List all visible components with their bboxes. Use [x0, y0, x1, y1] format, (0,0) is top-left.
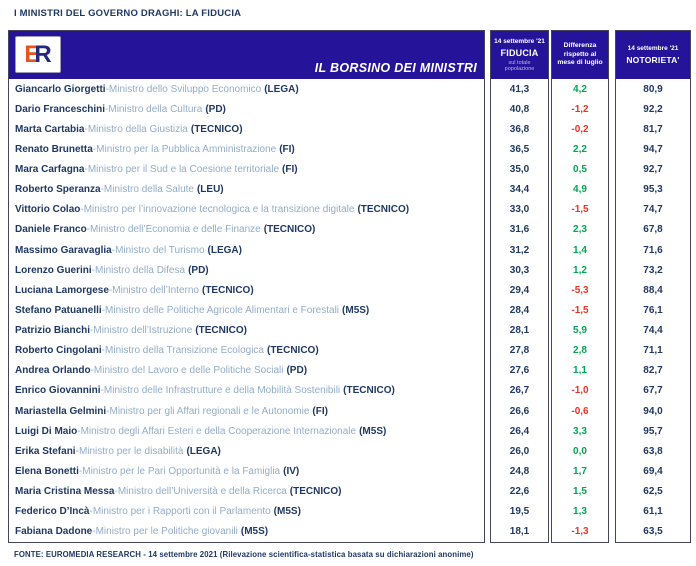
fiducia-value: 27,6	[509, 365, 530, 377]
minister-row	[9, 522, 484, 542]
minister-party: (PD)	[286, 365, 308, 377]
notorieta-value: 94,0	[643, 405, 663, 417]
minister-role: Ministro del Lavoro e delle Politiche Sociali	[93, 365, 284, 377]
fiducia-value: 30,3	[509, 264, 530, 276]
notorieta-value: 95,3	[643, 184, 663, 196]
minister-party: (IV)	[283, 465, 300, 477]
notorieta-label: NOTORIETA'	[626, 55, 680, 65]
notorieta-value: 88,4	[643, 284, 663, 296]
differenza-value: 2,8	[573, 345, 587, 357]
minister-role: Ministro delle Infrastrutture e della Mobilità Sostenibili	[103, 385, 341, 397]
minister-row	[9, 321, 484, 341]
minister-role: Ministro dell’Istruzione	[93, 325, 193, 337]
minister-party: (LEGA)	[207, 244, 242, 256]
minister-party: (TECNICO)	[195, 325, 247, 337]
differenza-value: 2,2	[573, 143, 587, 155]
minister-role: Ministro per il Sud e la Coesione territoriale	[87, 164, 280, 176]
minister-role: Ministro dello Sviluppo Economico	[108, 83, 262, 95]
minister-role: Ministro del Turismo	[115, 244, 205, 256]
minister-party: (PD)	[205, 103, 226, 115]
minister-row	[9, 79, 484, 99]
notorieta-value: 92,7	[643, 164, 663, 176]
fiducia-value: 33,0	[509, 204, 530, 216]
notorieta-value: 81,7	[643, 123, 663, 135]
banner-title: IL BORSINO DEI MINISTRI	[314, 61, 477, 75]
minister-row	[9, 139, 484, 159]
minister-name: Luciana Lamorgese	[15, 284, 109, 296]
minister-row	[9, 341, 484, 361]
minister-party: (PD)	[188, 264, 209, 276]
separator-dash: -	[90, 365, 94, 377]
minister-name: Stefano Patuanelli	[15, 304, 102, 316]
minister-party: (M5S)	[240, 526, 269, 538]
minister-role: Ministro per l’innovazione tecnologica e la transizione digitale	[83, 204, 355, 216]
minister-party: (LEGA)	[186, 445, 221, 457]
differenza-value: -1,5	[571, 204, 589, 216]
differenza-value: 0,5	[573, 164, 587, 176]
minister-role: Ministro per le Pari Opportunità e la Famiglia	[82, 465, 281, 477]
minister-row	[9, 461, 484, 481]
fiducia-value: 36,8	[509, 123, 530, 135]
minister-party: (TECNICO)	[343, 385, 395, 397]
fiducia-value: 35,0	[509, 164, 530, 176]
logo-letter-e: E	[24, 40, 35, 68]
minister-role: Ministro degli Affari Esteri e della Cooperazione Internazionale	[80, 425, 357, 437]
notorieta-value: 61,1	[643, 506, 663, 518]
minister-row	[9, 502, 484, 522]
separator-dash: -	[100, 184, 104, 196]
differenza-value: 4,2	[573, 83, 587, 95]
differenza-value: 4,9	[573, 184, 587, 196]
differenza-value: 1,2	[573, 264, 587, 276]
differenza-value: -0,6	[571, 405, 589, 417]
minister-party: (TECNICO)	[289, 486, 342, 498]
minister-party: (TECNICO)	[266, 345, 319, 357]
minister-party: (TECNICO)	[263, 224, 316, 236]
notorieta-value: 69,4	[643, 465, 663, 477]
separator-dash: -	[92, 143, 97, 155]
separator-dash: -	[84, 123, 88, 135]
fiducia-value: 36,5	[509, 143, 530, 155]
differenza-value: -0,2	[571, 123, 589, 135]
fiducia-value: 28,1	[509, 325, 530, 337]
minister-role: Ministro dell’Economia e delle Finanze	[90, 224, 261, 236]
notorieta-value: 76,1	[643, 304, 663, 316]
separator-dash: -	[89, 506, 93, 518]
minister-row	[9, 421, 484, 441]
ministers-table	[8, 30, 485, 543]
differenza-value: -5,3	[571, 284, 589, 296]
minister-row	[9, 260, 484, 280]
notorieta-value: 71,1	[643, 345, 663, 357]
notorieta-date: 14 settembre '21	[627, 45, 679, 52]
minister-name: Dario Franceschini	[15, 103, 106, 115]
minister-name: Daniele Franco	[15, 224, 87, 236]
minister-name: Luigi Di Maio	[15, 425, 78, 437]
minister-role: Ministro della Salute	[103, 184, 194, 196]
minister-party: (M5S)	[273, 506, 301, 518]
separator-dash: -	[105, 83, 109, 95]
differenza-value: 0,0	[573, 445, 587, 457]
notorieta-value: 62,5	[643, 486, 663, 498]
notorieta-value: 71,6	[643, 244, 663, 256]
separator-dash: -	[92, 526, 96, 538]
minister-name: Elena Bonetti	[15, 465, 79, 477]
minister-name: Marta Cartabia	[15, 123, 85, 135]
minister-rows-container	[9, 79, 484, 542]
separator-dash: -	[80, 204, 84, 216]
differenza-value: 1,3	[573, 506, 587, 518]
differenza-value: -1,2	[571, 103, 589, 115]
differenza-value: 3,3	[573, 425, 587, 437]
minister-party: (TECNICO)	[190, 123, 243, 135]
minister-role: Ministro della Cultura	[108, 103, 203, 115]
separator-dash: -	[114, 486, 118, 498]
separator-dash: -	[108, 284, 113, 296]
minister-row	[9, 99, 484, 119]
minister-role: Ministro per le Politiche giovanili	[95, 526, 238, 538]
minister-party: (FI)	[279, 143, 295, 155]
fiducia-value: 31,6	[509, 224, 530, 236]
minister-row	[9, 361, 484, 381]
notorieta-value: 67,7	[643, 385, 663, 397]
minister-name: Fabiana Dadone	[15, 526, 93, 538]
separator-dash: -	[78, 465, 83, 477]
fiducia-column	[490, 30, 549, 543]
minister-party: (M5S)	[342, 304, 370, 316]
fiducia-value: 18,1	[509, 526, 530, 538]
notorieta-value: 74,4	[643, 325, 663, 337]
separator-dash: -	[105, 103, 109, 115]
fiducia-value: 22,6	[509, 486, 530, 498]
differenza-column-header: Differenza rispetto al mese di luglio	[552, 31, 608, 79]
fiducia-value: 34,4	[509, 184, 530, 196]
minister-name: Erika Stefani	[15, 445, 76, 457]
minister-name: Enrico Giovannini	[15, 385, 101, 397]
fiducia-value: 24,8	[509, 465, 530, 477]
minister-role: Ministro delle Politiche Agricole Alimentari e Forestali	[105, 304, 340, 316]
separator-dash: -	[101, 345, 106, 357]
minister-party: (FI)	[312, 405, 328, 417]
minister-name: Andrea Orlando	[15, 365, 91, 377]
fiducia-value: 41,3	[509, 83, 530, 95]
differenza-values-container	[552, 79, 608, 542]
fiducia-date: 14 settembre '21	[494, 38, 545, 45]
separator-dash: -	[91, 264, 96, 276]
notorieta-values-container	[616, 79, 690, 542]
fiducia-value: 19,5	[509, 506, 530, 518]
notorieta-value: 67,8	[643, 224, 663, 236]
fiducia-value: 26,0	[509, 445, 530, 457]
notorieta-value: 74,7	[643, 204, 663, 216]
differenza-value: 1,1	[573, 365, 587, 377]
minister-party: (LEU)	[196, 184, 224, 196]
notorieta-value: 94,7	[643, 143, 663, 155]
separator-dash: -	[100, 385, 104, 397]
separator-dash: -	[111, 244, 116, 256]
minister-party: (TECNICO)	[201, 284, 254, 296]
fiducia-values-container	[491, 79, 548, 542]
minister-row	[9, 441, 484, 461]
fiducia-value: 26,7	[509, 385, 530, 397]
minister-row	[9, 220, 484, 240]
notorieta-value: 73,2	[643, 264, 663, 276]
minister-party: (M5S)	[359, 425, 387, 437]
minister-name: Roberto Speranza	[15, 184, 101, 196]
differenza-value: 1,7	[573, 465, 587, 477]
minister-name: Patrizio Bianchi	[15, 325, 91, 337]
notorieta-column	[615, 30, 691, 543]
minister-row	[9, 401, 484, 421]
differenza-column	[551, 30, 609, 543]
minister-name: Maria Cristina Messa	[15, 486, 115, 498]
minister-row	[9, 240, 484, 260]
minister-name: Roberto Cingolani	[15, 345, 102, 357]
fiducia-subtitle: sul totale popolazione	[504, 60, 535, 72]
notorieta-column-header	[616, 31, 690, 79]
fiducia-value: 31,2	[509, 244, 530, 256]
minister-role: Ministro della Giustizia	[87, 123, 188, 135]
minister-name: Lorenzo Guerini	[15, 264, 92, 276]
source-note: FONTE: EUROMEDIA RESEARCH - 14 settembre 2021 (Rilevazione scientifica-statistica basata su dichiarazioni anonime)	[14, 550, 474, 559]
notorieta-value: 63,8	[643, 445, 663, 457]
minister-role: Ministro per i Rapporti con il Parlamento	[92, 506, 271, 518]
minister-row	[9, 200, 484, 220]
fiducia-value: 28,4	[509, 304, 530, 316]
fiducia-value: 27,8	[509, 345, 530, 357]
fiducia-value: 26,6	[509, 405, 530, 417]
differenza-value: -1,0	[571, 385, 589, 397]
fiducia-value: 29,4	[509, 284, 530, 296]
minister-party: (TECNICO)	[357, 204, 410, 216]
differenza-value: 5,9	[573, 325, 587, 337]
fiducia-column-header	[491, 31, 548, 79]
minister-party: (FI)	[282, 164, 298, 176]
minister-role: Ministro dell’Interno	[112, 284, 199, 296]
minister-role: Ministro della Difesa	[95, 264, 186, 276]
minister-row	[9, 119, 484, 139]
minister-row	[9, 482, 484, 502]
differenza-value: 2,3	[573, 224, 587, 236]
minister-name: Mara Carfagna	[15, 164, 85, 176]
minister-row	[9, 180, 484, 200]
notorieta-value: 92,2	[643, 103, 663, 115]
separator-dash: -	[77, 425, 81, 437]
table-header-banner	[9, 31, 484, 79]
differenza-value: 1,4	[573, 244, 587, 256]
fiducia-label: FIDUCIA	[500, 48, 539, 58]
separator-dash: -	[75, 445, 79, 457]
notorieta-value: 82,7	[643, 365, 663, 377]
minister-name: Massimo Garavaglia	[15, 244, 112, 256]
minister-row	[9, 381, 484, 401]
minister-name: Giancarlo Giorgetti	[15, 83, 106, 95]
separator-dash: -	[101, 304, 106, 316]
minister-row	[9, 300, 484, 320]
separator-dash: -	[86, 224, 91, 236]
separator-dash: -	[84, 164, 88, 176]
minister-role: Ministro della Transizione Ecologica	[105, 345, 264, 357]
logo-letter-r: R	[34, 40, 52, 68]
notorieta-value: 95,7	[643, 425, 663, 437]
fiducia-value: 40,8	[509, 103, 530, 115]
differenza-value: 1,5	[573, 486, 587, 498]
minister-name: Federico D’Incà	[15, 506, 90, 518]
minister-name: Mariastella Gelmini	[15, 405, 107, 417]
page-title: I MINISTRI DEL GOVERNO DRAGHI: LA FIDUCIA	[14, 8, 242, 19]
minister-name: Vittorio Colao	[15, 204, 81, 216]
euromedia-research-logo	[15, 36, 61, 73]
fiducia-value: 26,4	[509, 425, 530, 437]
notorieta-value: 80,9	[643, 83, 663, 95]
differenza-value: -1,3	[571, 526, 589, 538]
minister-role: Ministro per gli Affari regionali e le Autonomie	[109, 405, 310, 417]
minister-role: Ministro per la Pubblica Amministrazione	[96, 143, 277, 155]
minister-row	[9, 280, 484, 300]
separator-dash: -	[90, 325, 94, 337]
minister-role: Ministro per le disabilità	[78, 445, 184, 457]
minister-party: (LEGA)	[264, 83, 299, 95]
separator-dash: -	[106, 405, 110, 417]
notorieta-value: 63,5	[643, 526, 663, 538]
differenza-value: -1,5	[571, 304, 589, 316]
minister-row	[9, 160, 484, 180]
minister-name: Renato Brunetta	[15, 143, 93, 155]
minister-role: Ministro dell’Università e della Ricerca	[117, 486, 287, 498]
